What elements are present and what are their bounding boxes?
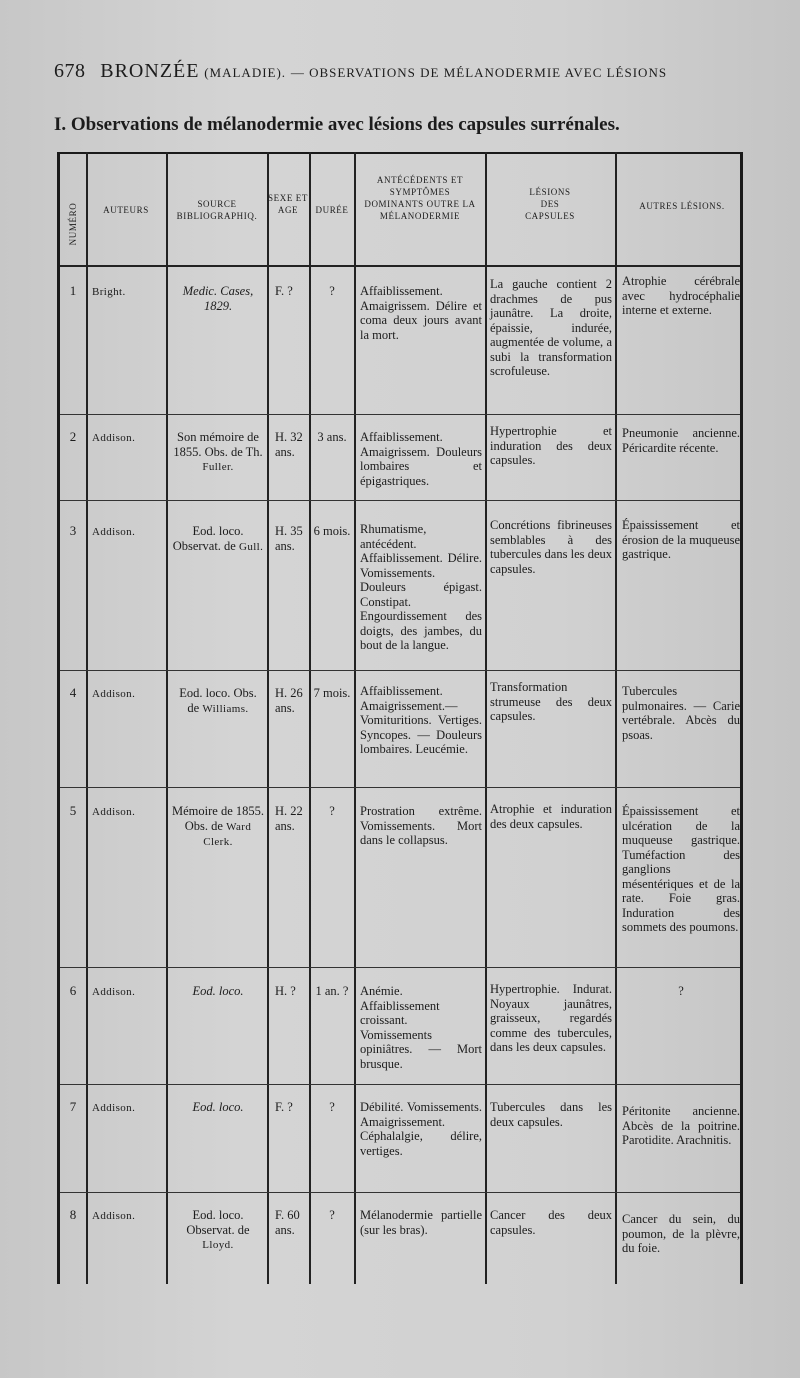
row-4-sex-age: H. 26 ans. xyxy=(275,686,303,715)
running-title-paren: (MALADIE). xyxy=(204,65,287,80)
row-8-num: 8 xyxy=(69,1207,77,1222)
row-5-duration: ? xyxy=(329,804,335,818)
row-1-symptoms: Affaiblissement. Amaigrissem. Délire et coma deux jours avant la mort. xyxy=(360,284,482,342)
row-1-source: Medic. Cases, 1829. xyxy=(182,284,254,313)
row-rule xyxy=(60,967,740,968)
row-5-author: Addison. xyxy=(92,806,136,818)
row-5-source: Mémoire de 1855. Obs. de Ward Clerk. xyxy=(172,804,264,848)
row-4-source: Eod. loco. Obs. de Williams. xyxy=(179,686,257,715)
row-7-capsules: Tubercules dans les deux capsules. xyxy=(490,1100,612,1129)
row-6-symptoms: Anémie. Affaiblissement croissant. Vomissements opiniâtres. — Mort brusque. xyxy=(360,984,482,1071)
row-7-duration: ? xyxy=(329,1100,335,1114)
header-lesions: LÉSIONS DES CAPSULES xyxy=(525,187,575,221)
row-3-duration: 6 mois. xyxy=(313,524,351,538)
row-2-other: Pneumonie ancienne. Péricardite récente. xyxy=(622,426,740,455)
row-5-other: Épaississement et ulcération de la muqueuse gastrique. Tuméfaction des ganglions mésentériques et de la rate. Foie gras. Induration des sommets des poumons. xyxy=(622,804,740,934)
header-autres: AUTRES LÉSIONS. xyxy=(639,201,725,211)
row-7-sex-age: F. ? xyxy=(275,1100,293,1114)
running-title: BRONZÉE xyxy=(100,60,200,82)
row-8-other: Cancer du sein, du poumon, de la plèvre, du foie. xyxy=(622,1212,740,1255)
row-2-sex-age: H. 32 ans. xyxy=(275,430,303,459)
row-3-source: Eod. loco. Observat. de Gull. xyxy=(172,524,264,553)
row-6-capsules: Hypertrophie. Indurat. Noyaux jaunâtres, graisseux, regardés comme des tubercules, dans les deux capsules. xyxy=(490,982,612,1054)
row-8-symptoms: Mélanodermie partielle (sur les bras). xyxy=(360,1208,482,1237)
row-5-sex-age: H. 22 ans. xyxy=(275,804,303,833)
row-1-author: Bright. xyxy=(92,286,126,298)
row-7-symptoms: Débilité. Vomissements. Amaigrissement. Céphalalgie, délire, vertiges. xyxy=(360,1100,482,1158)
row-5-capsules: Atrophie et induration des deux capsules. xyxy=(490,802,612,831)
row-4-symptoms: Affaiblissement. Amaigrissement.— Vomituritions. Vertiges. Syncopes. — Douleurs lombaires. Leucémie. xyxy=(360,684,482,756)
row-5-symptoms: Prostration extrême. Vomissements. Mort dans le collapsus. xyxy=(360,804,482,847)
running-subtitle: — OBSERVATIONS DE MÉLANODERMIE AVEC LÉSIONS xyxy=(290,65,668,80)
row-1-other: Atrophie cérébrale avec hydrocéphalie interne et externe. xyxy=(622,274,740,317)
table-top-rule xyxy=(57,152,743,154)
row-3-symptoms: Rhumatisme, antécédent. Affaiblissement. Délire. Vomissements. Douleurs épigast. Constipat. Engourdissement des doigts, des jambes, du bout de la langue. xyxy=(360,522,482,652)
row-2-symptoms: Affaiblissement. Amaigrissem. Douleurs lombaires et épigastriques. xyxy=(360,430,482,488)
row-7-author: Addison. xyxy=(92,1102,136,1114)
row-8-capsules: Cancer des deux capsules. xyxy=(490,1208,612,1237)
row-3-other: Épaississement et érosion de la muqueuse gastrique. xyxy=(622,518,740,561)
header-rule xyxy=(60,265,740,267)
col-rule xyxy=(485,152,487,1284)
row-7-other: Péritonite ancienne. Abcès de la poitrine. Parotidite. Arachnitis. xyxy=(622,1104,740,1147)
row-4-capsules: Transformation strumeuse des deux capsules. xyxy=(490,680,612,723)
row-2-num: 2 xyxy=(69,429,77,444)
header-source: SOURCE BIBLIOGRAPHIQ. xyxy=(176,199,258,221)
row-1-duration: ? xyxy=(329,284,335,298)
row-8-author: Addison. xyxy=(92,1210,136,1222)
row-4-other: Tubercules pulmonaires. — Carie vertébrale. Abcès du psoas. xyxy=(622,684,740,742)
row-rule xyxy=(60,670,740,671)
row-6-author: Addison. xyxy=(92,986,136,998)
row-7-num: 7 xyxy=(69,1099,77,1114)
row-rule xyxy=(60,1192,740,1193)
row-6-other: ? xyxy=(678,984,684,998)
row-3-author: Addison. xyxy=(92,526,136,538)
row-1-capsules: La gauche contient 2 drachmes de pus jaunâtre. La droite, épaissie, indurée, augmentée de volume, a subi la transformation scrofuleuse. xyxy=(490,277,612,378)
row-rule xyxy=(60,500,740,501)
observations-table xyxy=(57,152,743,1284)
row-6-source: Eod. loco. xyxy=(192,984,244,998)
row-8-source: Eod. loco. Observat. de Lloyd. xyxy=(186,1208,250,1251)
col-rule xyxy=(86,152,88,1284)
section-title: I. Observations de mélanodermie avec lésions des capsules surrénales. xyxy=(54,114,620,135)
row-8-duration: ? xyxy=(329,1208,335,1222)
row-5-num: 5 xyxy=(69,803,77,818)
col-rule xyxy=(354,152,356,1284)
header-antecedents: ANTÉCÉDENTS ET SYMPTÔMES DOMINANTS OUTRE LA MÉLANODERMIE xyxy=(364,175,476,221)
row-2-duration: 3 ans. xyxy=(317,430,347,444)
header-sexe: SEXE ET AGE xyxy=(268,193,308,215)
col-rule xyxy=(615,152,617,1284)
page-number: 678 xyxy=(54,60,86,82)
row-6-duration: 1 an. ? xyxy=(315,984,349,998)
row-4-author: Addison. xyxy=(92,688,136,700)
row-3-num: 3 xyxy=(69,523,77,538)
row-6-num: 6 xyxy=(69,983,77,998)
row-6-sex-age: H. ? xyxy=(275,984,296,998)
row-7-source: Eod. loco. xyxy=(192,1100,244,1114)
header-auteurs: AUTEURS xyxy=(103,205,149,215)
row-8-sex-age: F. 60 ans. xyxy=(275,1208,300,1237)
row-2-source: Son mémoire de 1855. Obs. de Th. Fuller. xyxy=(173,430,263,473)
row-rule xyxy=(60,787,740,788)
row-2-capsules: Hypertrophie et induration des deux capsules. xyxy=(490,424,612,467)
row-rule xyxy=(60,1084,740,1085)
row-3-capsules: Concrétions fibrineuses semblables à des tubercules dans les deux capsules. xyxy=(490,518,612,576)
row-2-author: Addison. xyxy=(92,432,136,444)
row-1-num: 1 xyxy=(69,283,77,298)
header-duree: DURÉE xyxy=(315,205,349,215)
row-1-sex-age: F. ? xyxy=(275,284,293,298)
row-3-sex-age: H. 35 ans. xyxy=(275,524,303,553)
header-numero: NUMÉRO xyxy=(68,202,78,246)
col-rule xyxy=(267,152,269,1284)
row-4-duration: 7 mois. xyxy=(313,686,351,700)
col-rule xyxy=(166,152,168,1284)
row-rule xyxy=(60,414,740,415)
running-head xyxy=(54,60,754,88)
row-4-num: 4 xyxy=(69,685,77,700)
